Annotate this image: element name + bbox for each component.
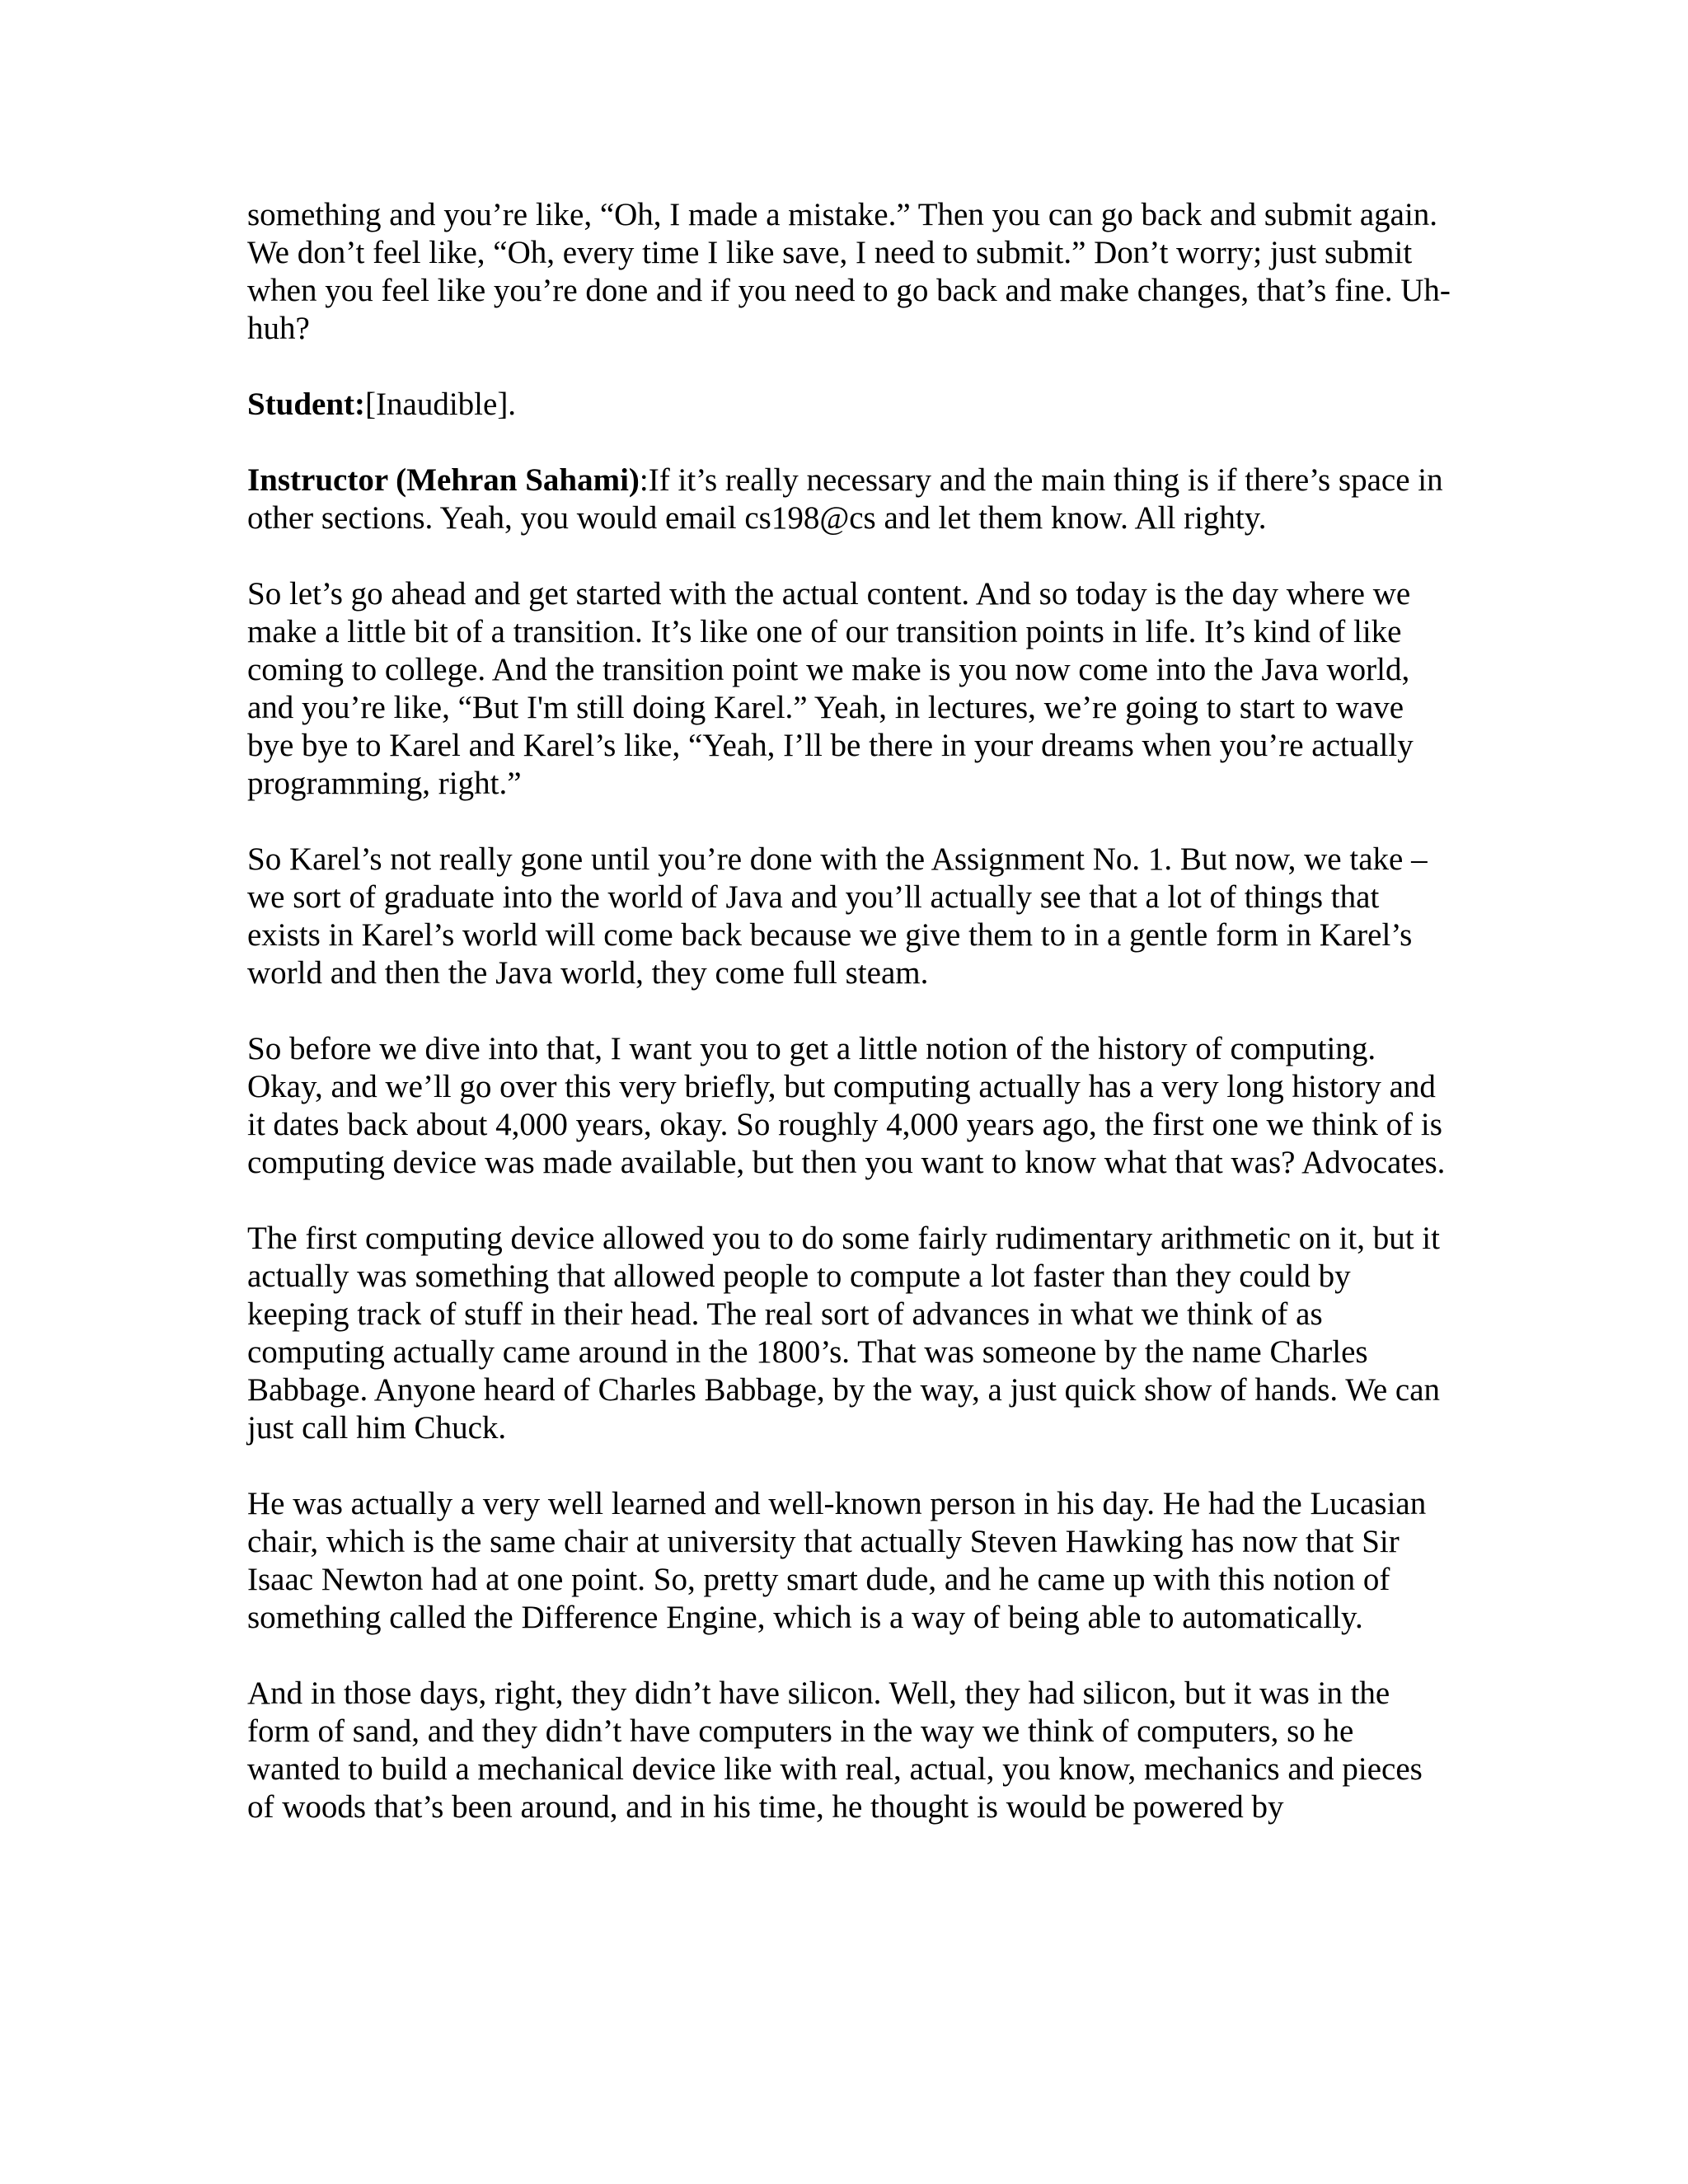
paragraph xyxy=(247,462,1451,537)
paragraph xyxy=(247,1485,1451,1637)
paragraph-text: :If it’s really necessary and the main thing is if there’s space in other sections. Yeah, you would email cs198@cs and let them know. All righty. xyxy=(247,462,1443,536)
paragraph xyxy=(247,1675,1451,1826)
paragraph xyxy=(247,1220,1451,1447)
paragraph xyxy=(247,575,1451,803)
speaker-label: Student: xyxy=(247,387,366,422)
paragraph xyxy=(247,1030,1451,1182)
paragraph xyxy=(247,841,1451,992)
paragraph-text: He was actually a very well learned and well-known person in his day. He had the Lucasian chair, which is the same chair at university that actually Steven Hawking has now that Sir Isaac Newton had at one point. So, pretty smart dude, and he came up with this notion of something called the Difference Engine, which is a way of being able to automatically. xyxy=(247,1486,1427,1635)
paragraph xyxy=(247,386,1451,424)
paragraph-text: So let’s go ahead and get started with the actual content. And so today is the day where we make a little bit of a transition. It’s like one of our transition points in life. It’s kind of like coming to college. And the transition point we make is you now come into the Java world, and you’re like, “But I'm still doing Karel.” Yeah, in lectures, we’re going to start to wave bye bye to Karel and Karel’s like, “Yeah, I’ll be there in your dreams when you’re actually programming, right.” xyxy=(247,576,1414,801)
paragraph-text: So before we dive into that, I want you to get a little notion of the history of computing. Okay, and we’ll go over this very briefly, but computing actually has a very long history and it dates back about 4,000 years, okay. So roughly 4,000 years ago, the first one we think of is computing device was made available, but then you want to know what that was? Advocates. xyxy=(247,1031,1446,1180)
paragraph-text: something and you’re like, “Oh, I made a mistake.” Then you can go back and submit again. We don’t feel like, “Oh, every time I like save, I need to submit.” Don’t worry; just submit when you feel like you’re done and if you need to go back and make changes, that’s fine. Uh-huh? xyxy=(247,197,1451,346)
paragraph xyxy=(247,196,1451,348)
paragraph-text: The first computing device allowed you to do some fairly rudimentary arithmetic on it, but it actually was something that allowed people to compute a lot faster than they could by keeping track of stuff in their head. The real sort of advances in what we think of as computing actually came around in the 1800’s. That was someone by the name Charles Babbage. Anyone heard of Charles Babbage, by the way, a just quick show of hands. We can just call him Chuck. xyxy=(247,1221,1441,1446)
paragraph-text: So Karel’s not really gone until you’re done with the Assignment No. 1. But now, we take – we sort of graduate into the world of Java and you’ll actually see that a lot of things that exists in Karel’s world will come back because we give them to in a gentle form in Karel’s world and then the Java world, they come full steam. xyxy=(247,841,1428,991)
transcript-body xyxy=(247,196,1451,1864)
paragraph-text: And in those days, right, they didn’t have silicon. Well, they had silicon, but it was in the form of sand, and they didn’t have computers in the way we think of computers, so he wanted to build a mechanical device like with real, actual, you know, mechanics and pieces of woods that’s been around, and in his time, he thought is would be powered by xyxy=(247,1675,1423,1825)
speaker-label: Instructor (Mehran Sahami) xyxy=(247,462,640,498)
paragraph-text: [Inaudible]. xyxy=(365,387,517,422)
